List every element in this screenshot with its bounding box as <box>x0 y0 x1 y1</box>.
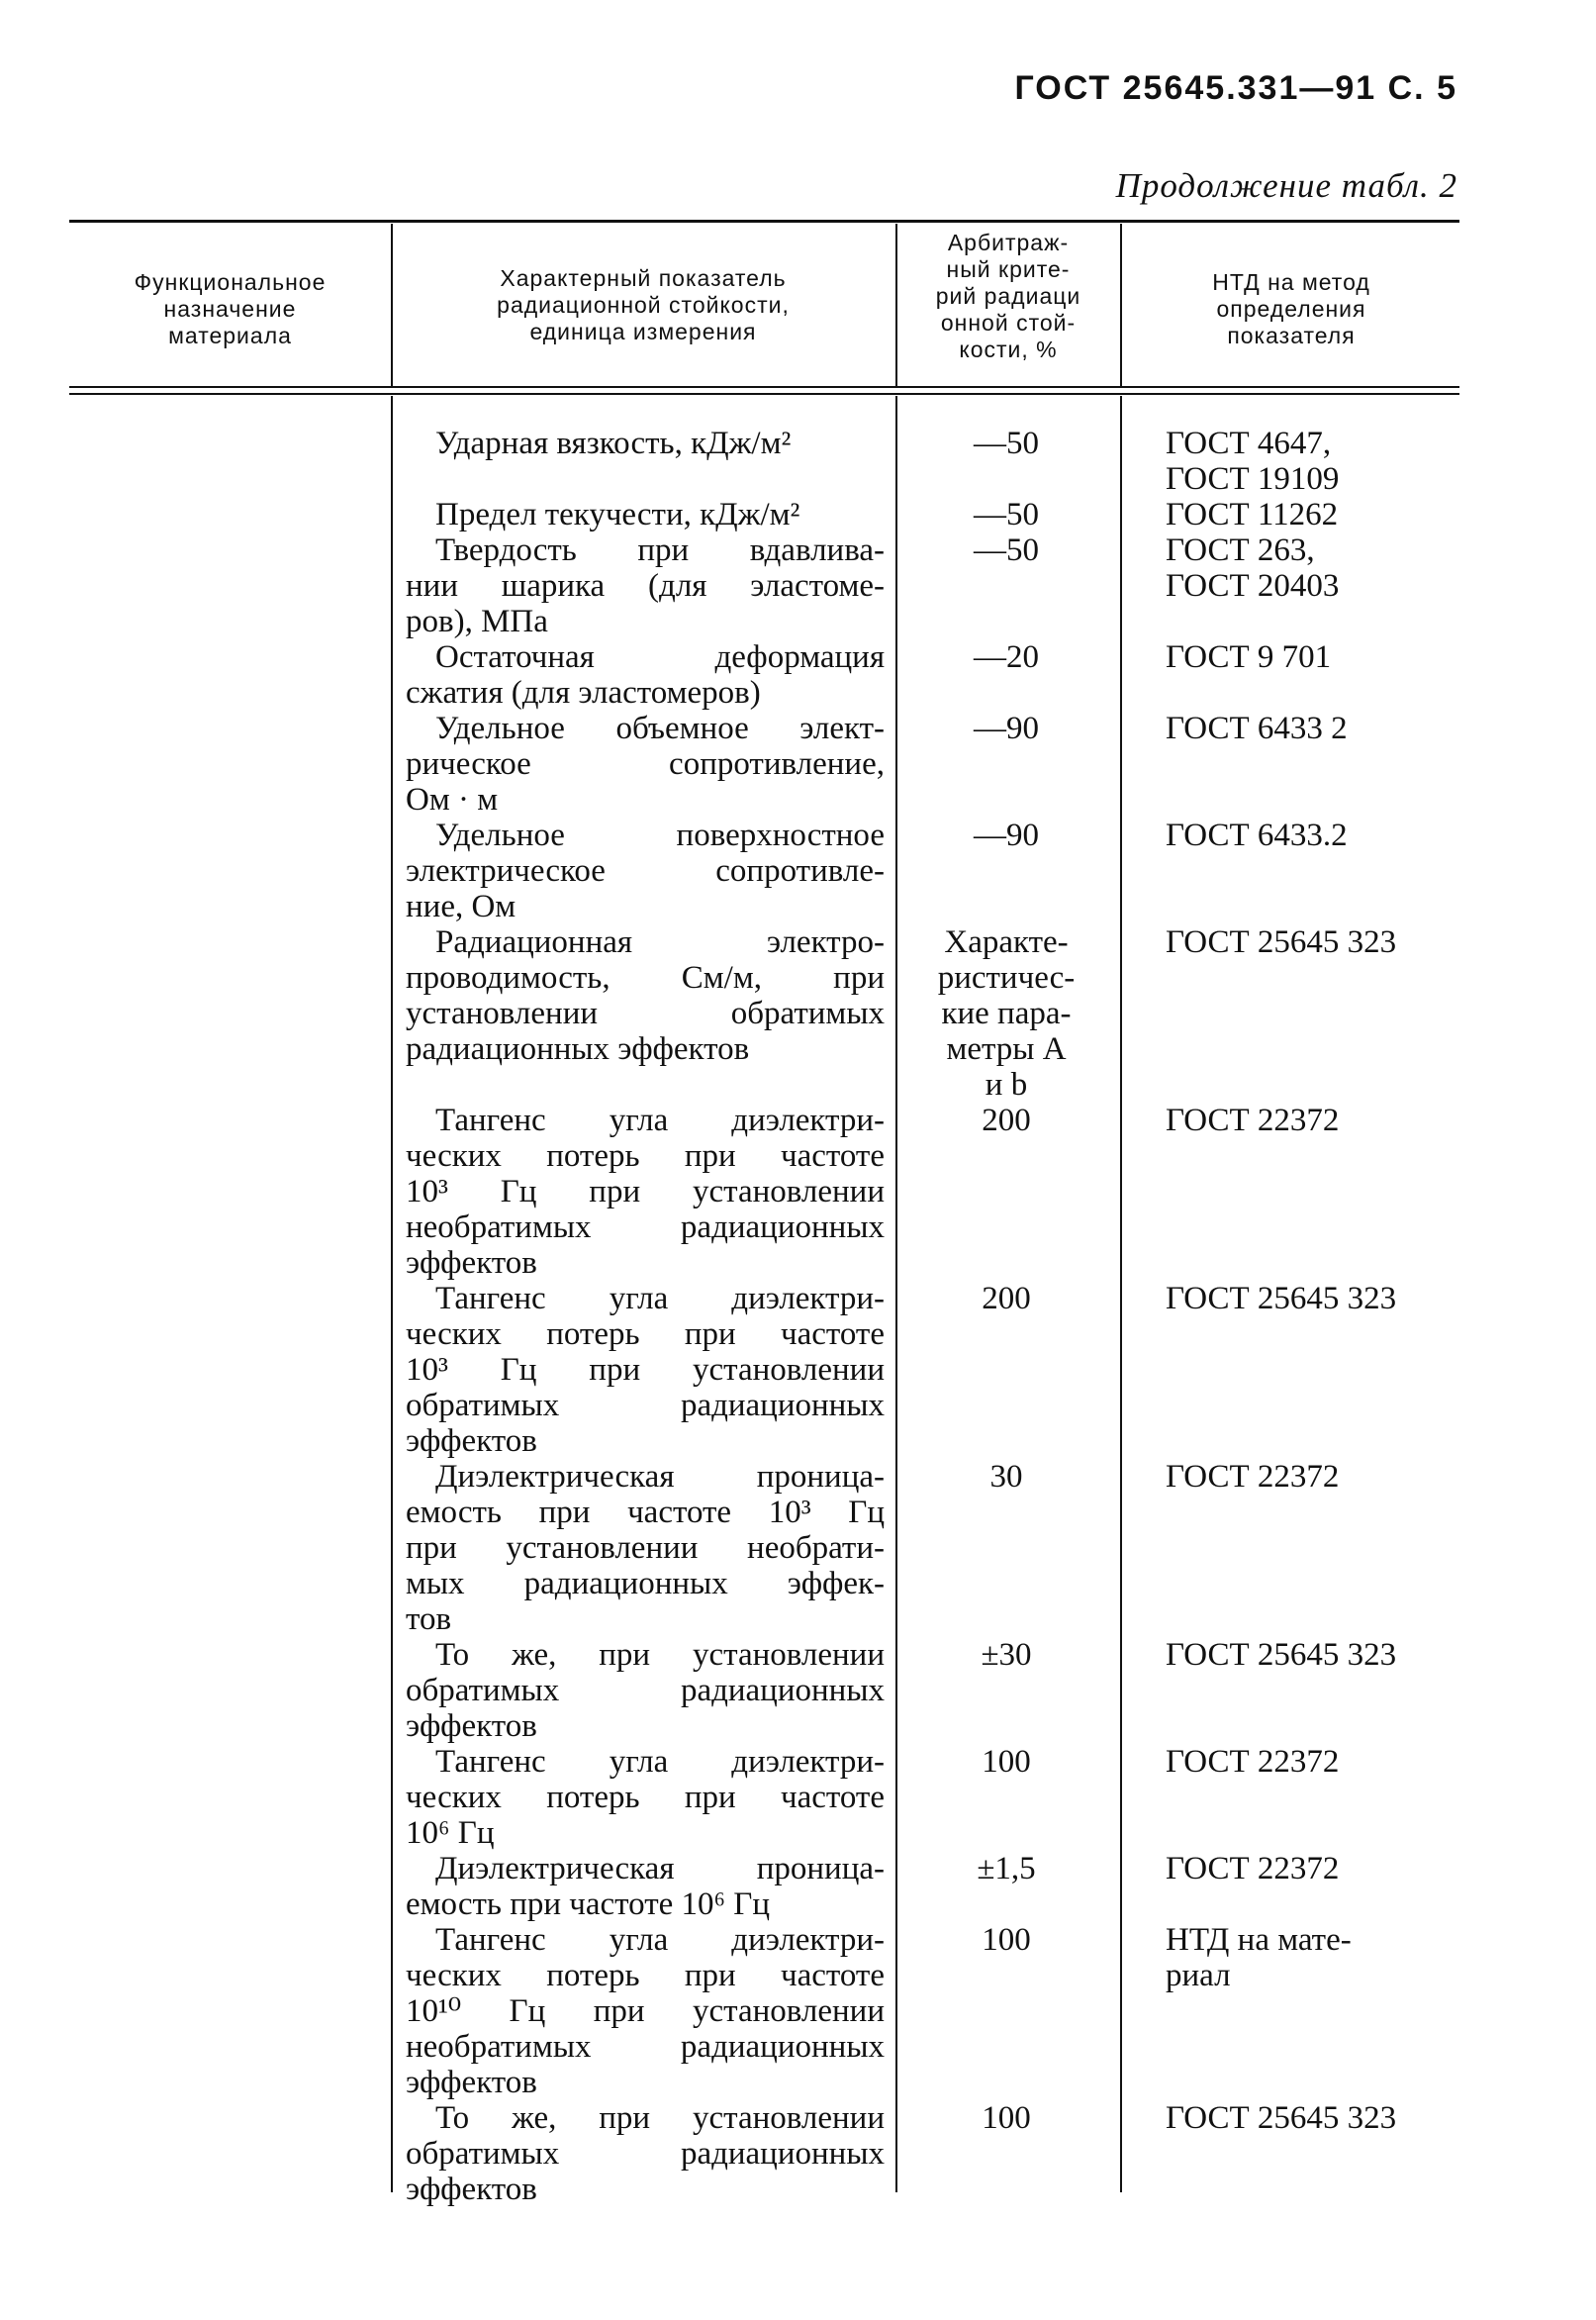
column-divider-1 <box>391 224 393 386</box>
indicator-line: эффектов <box>406 2065 537 2100</box>
ntd-cell <box>1128 1459 1455 1495</box>
criterion-cell <box>902 2100 1110 2136</box>
ntd-line: ГОСТ 22372 <box>1166 1459 1340 1495</box>
indicator-line: проводимость, См/м, при <box>406 960 885 996</box>
indicator-line: Ом · м <box>406 782 499 818</box>
ntd-line: ГОСТ 9 701 <box>1166 639 1332 675</box>
indicator-line: Остаточная деформация <box>435 639 885 675</box>
indicator-cell <box>406 1281 885 1459</box>
indicator-line: Радиационная электро- <box>435 924 885 960</box>
indicator-cell <box>406 924 885 1067</box>
criterion-line: —90 <box>974 818 1039 853</box>
indicator-line: Диэлектрическая проница- <box>435 1459 885 1495</box>
indicator-line: обратимых радиационных <box>406 1388 885 1423</box>
indicator-line: Тангенс угла диэлектри- <box>435 1744 885 1780</box>
indicator-line: установлении обратимых <box>406 996 885 1031</box>
ntd-cell <box>1128 532 1455 604</box>
indicator-line: Тангенс угла диэлектри- <box>435 1922 885 1958</box>
criterion-line: и b <box>985 1067 1028 1103</box>
header-functional-purpose <box>74 269 386 349</box>
indicator-line: То же, при установлении <box>435 2100 885 2136</box>
indicator-line: Удельное объемное элект- <box>435 711 885 746</box>
criterion-cell <box>902 818 1110 853</box>
indicator-cell <box>406 1459 885 1637</box>
criterion-line: —50 <box>974 497 1039 532</box>
indicator-line: ческих потерь при частоте <box>406 1780 885 1815</box>
ntd-line: ГОСТ 25645 323 <box>1166 1637 1397 1673</box>
criterion-line: 30 <box>989 1459 1023 1495</box>
ntd-cell <box>1128 1744 1455 1780</box>
criterion-line: Характе- <box>944 924 1069 960</box>
indicator-line: электрическое сопротивле- <box>406 853 885 889</box>
criterion-cell <box>902 1637 1110 1673</box>
indicator-line: 10³ Гц при установлении <box>406 1352 885 1388</box>
indicator-line: ческих потерь при частоте <box>406 1138 885 1174</box>
criterion-cell <box>902 532 1110 568</box>
indicator-cell <box>406 426 885 461</box>
indicator-cell <box>406 2100 885 2207</box>
criterion-cell <box>902 1744 1110 1780</box>
indicator-line: эффектов <box>406 1423 537 1459</box>
criterion-cell <box>902 1459 1110 1495</box>
ntd-cell <box>1128 639 1455 675</box>
criterion-line: 200 <box>982 1281 1031 1316</box>
indicator-line: емость при частоте 10⁶ Гц <box>406 1886 771 1922</box>
ntd-cell <box>1128 426 1455 497</box>
indicator-line: 10⁶ Гц <box>406 1815 495 1851</box>
ntd-cell <box>1128 924 1455 960</box>
indicator-line: обратимых радиационных <box>406 1673 885 1708</box>
ntd-line: ГОСТ 4647, <box>1166 426 1332 461</box>
indicator-line: радиационных эффектов <box>406 1031 750 1067</box>
criterion-line: метры A <box>946 1031 1067 1067</box>
ntd-line: ГОСТ 6433.2 <box>1166 818 1348 853</box>
page-header: ГОСТ 25645.331—91 С. 5 <box>1014 69 1457 107</box>
indicator-cell <box>406 497 885 532</box>
ntd-line: ГОСТ 25645 323 <box>1166 924 1397 960</box>
header-line: кости, % <box>959 337 1058 362</box>
criterion-cell <box>902 1103 1110 1138</box>
indicator-line: Твердость при вдавлива- <box>435 532 885 568</box>
indicator-line: 10³ Гц при установлении <box>406 1174 885 1209</box>
indicator-line: мых радиационных эффек- <box>406 1566 885 1601</box>
ntd-line: ГОСТ 22372 <box>1166 1851 1340 1886</box>
column-divider-2 <box>895 224 897 386</box>
criterion-line: ристичес- <box>937 960 1076 996</box>
ntd-cell <box>1128 1922 1455 1993</box>
column-divider-3-body <box>1120 396 1122 2192</box>
criterion-line: кие пара- <box>941 996 1072 1031</box>
header-bottom-rule <box>69 386 1459 388</box>
indicator-line: сжатия (для эластомеров) <box>406 675 761 711</box>
header-line: Функциональное <box>134 269 327 295</box>
header-line: радиационной стойкости, <box>497 292 790 318</box>
ntd-cell <box>1128 1103 1455 1138</box>
header-line: определения <box>1216 296 1366 322</box>
indicator-line: ческих потерь при частоте <box>406 1958 885 1993</box>
indicator-cell <box>406 1851 885 1922</box>
criterion-cell <box>902 924 1110 1103</box>
header-indicator <box>396 265 891 345</box>
ntd-line: НТД на мате- <box>1166 1922 1352 1958</box>
indicator-line: эффектов <box>406 2172 537 2207</box>
indicator-line: емость при частоте 10³ Гц <box>406 1495 885 1530</box>
ntd-line: ГОСТ 19109 <box>1166 461 1340 497</box>
criterion-line: —50 <box>974 532 1039 568</box>
criterion-line: 100 <box>982 1744 1031 1780</box>
header-line: ный крите- <box>946 256 1071 282</box>
header-line: материала <box>168 323 292 348</box>
header-line: рий радиаци <box>935 283 1081 309</box>
indicator-line: Диэлектрическая проница- <box>435 1851 885 1886</box>
indicator-cell <box>406 1744 885 1851</box>
indicator-line: нии шарика (для эластоме- <box>406 568 885 604</box>
criterion-line: —90 <box>974 711 1039 746</box>
ntd-line: ГОСТ 22372 <box>1166 1103 1340 1138</box>
header-line: назначение <box>163 296 297 322</box>
indicator-line: необратимых радиационных <box>406 2029 885 2065</box>
indicator-line: рическое сопротивление, <box>406 746 885 782</box>
ntd-line: ГОСТ 6433 2 <box>1166 711 1348 746</box>
criterion-line: 100 <box>982 2100 1031 2136</box>
header-arbitration-criterion <box>898 230 1118 363</box>
criterion-cell <box>902 1922 1110 1958</box>
indicator-cell <box>406 1103 885 1281</box>
indicator-line: ров), МПа <box>406 604 548 639</box>
criterion-line: ±1,5 <box>977 1851 1036 1886</box>
indicator-line: тов <box>406 1601 452 1637</box>
ntd-line: ГОСТ 25645 323 <box>1166 2100 1397 2136</box>
column-divider-3 <box>1120 224 1122 386</box>
header-line: онной стой- <box>940 310 1077 336</box>
indicator-cell <box>406 532 885 639</box>
indicator-line: эффектов <box>406 1245 537 1281</box>
indicator-cell <box>406 639 885 711</box>
indicator-line: То же, при установлении <box>435 1637 885 1673</box>
header-line: Характерный показатель <box>500 265 787 291</box>
indicator-cell <box>406 1637 885 1744</box>
ntd-line: ГОСТ 11262 <box>1166 497 1339 532</box>
indicator-line: Удельное поверхностное <box>435 818 885 853</box>
header-line: НТД на метод <box>1212 269 1370 295</box>
column-divider-1-body <box>391 396 393 2192</box>
criterion-cell <box>902 426 1110 461</box>
indicator-line: эффектов <box>406 1708 537 1744</box>
criterion-cell <box>902 711 1110 746</box>
indicator-cell <box>406 818 885 924</box>
indicator-line: ческих потерь при частоте <box>406 1316 885 1352</box>
ntd-line: ГОСТ 20403 <box>1166 568 1340 604</box>
indicator-cell <box>406 1922 885 2100</box>
criterion-line: 100 <box>982 1922 1031 1958</box>
header-ntd-method <box>1123 269 1459 349</box>
header-line: Арбитраж- <box>947 230 1070 255</box>
criterion-line: —20 <box>974 639 1039 675</box>
indicator-line: при установлении необрати- <box>406 1530 885 1566</box>
criterion-cell <box>902 1281 1110 1316</box>
indicator-line: обратимых радиационных <box>406 2136 885 2172</box>
ntd-line: ГОСТ 263, <box>1166 532 1315 568</box>
criterion-line: 200 <box>982 1103 1031 1138</box>
ntd-cell <box>1128 1637 1455 1673</box>
criterion-cell <box>902 1851 1110 1886</box>
header-bottom-rule-2 <box>69 393 1459 395</box>
indicator-cell <box>406 711 885 818</box>
criterion-line: —50 <box>974 426 1039 461</box>
ntd-cell <box>1128 1851 1455 1886</box>
header-line: единица измерения <box>529 319 757 344</box>
ntd-cell <box>1128 497 1455 532</box>
ntd-line: риал <box>1166 1958 1231 1993</box>
criterion-line: ±30 <box>981 1637 1032 1673</box>
indicator-line: Предел текучести, кДж/м² <box>435 497 800 532</box>
table-continuation-caption: Продолжение табл. 2 <box>1115 166 1457 205</box>
column-divider-2-body <box>895 396 897 2192</box>
indicator-line: Ударная вязкость, кДж/м² <box>435 426 792 461</box>
ntd-line: ГОСТ 25645 323 <box>1166 1281 1397 1316</box>
ntd-cell <box>1128 2100 1455 2136</box>
indicator-line: Тангенс угла диэлектри- <box>435 1103 885 1138</box>
ntd-cell <box>1128 1281 1455 1316</box>
indicator-line: Тангенс угла диэлектри- <box>435 1281 885 1316</box>
indicator-line: ние, Ом <box>406 889 516 924</box>
header-line: показателя <box>1227 323 1356 348</box>
table-top-rule <box>69 220 1459 223</box>
ntd-cell <box>1128 711 1455 746</box>
indicator-line: 10¹⁰ Гц при установлении <box>406 1993 885 2029</box>
criterion-cell <box>902 497 1110 532</box>
indicator-line: необратимых радиационных <box>406 1209 885 1245</box>
ntd-line: ГОСТ 22372 <box>1166 1744 1340 1780</box>
ntd-cell <box>1128 818 1455 853</box>
criterion-cell <box>902 639 1110 675</box>
